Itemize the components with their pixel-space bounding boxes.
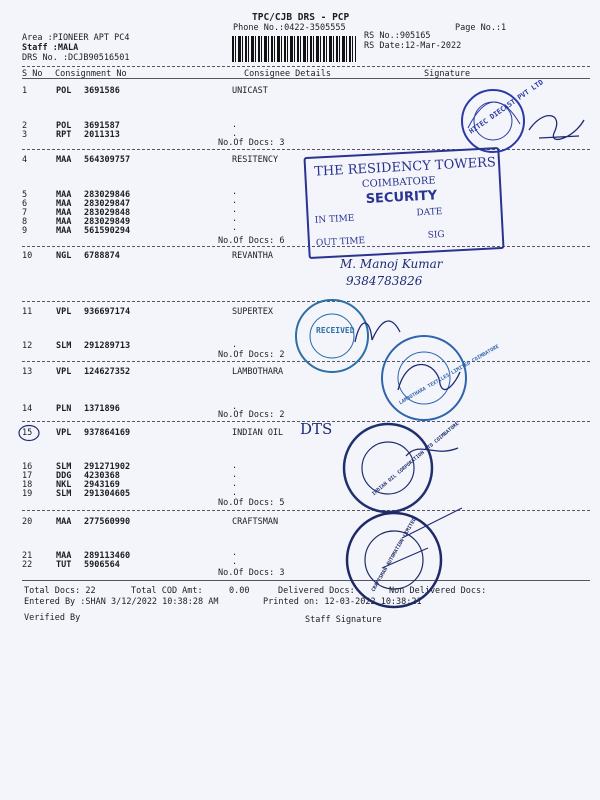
col-header-sno: S No (22, 69, 43, 79)
row-sno: 21 (22, 551, 33, 561)
row-prefix: MAA (56, 190, 72, 200)
table-row (22, 367, 130, 377)
consignee-name: LAMBOTHARA (232, 367, 284, 377)
stamp-city: COIMBATORE (361, 175, 436, 191)
handwritten-phone: 9384783826 (346, 274, 423, 288)
dot: . (232, 129, 238, 139)
row-15-circle (18, 424, 42, 444)
divider (22, 78, 590, 79)
row-prefix: MAA (56, 217, 72, 227)
consignee-name: REVANTHA (232, 251, 273, 261)
row-sno: 4 (22, 155, 28, 165)
total-cod-value: 0.00 (229, 586, 250, 596)
divider (22, 66, 590, 67)
row-prefix: DDG (56, 471, 72, 481)
row-prefix: VPL (56, 428, 72, 438)
row-consignment-number: 277560990 (84, 517, 131, 527)
table-row (22, 307, 130, 317)
row-consignment-number: 937864169 (84, 428, 131, 438)
row-sno: 10 (22, 251, 33, 261)
row-sno: 18 (22, 480, 33, 490)
row-prefix: NGL (56, 251, 72, 261)
doc-count: No.Of Docs: 6 (218, 236, 285, 246)
dot: . (232, 461, 238, 471)
row-prefix: MAA (56, 517, 72, 527)
lambothara-stamp (378, 332, 470, 424)
row-consignment-number: 124627352 (84, 367, 131, 377)
row-sno: 11 (22, 307, 33, 317)
dot: . (232, 205, 238, 215)
consignee-name: UNICAST (232, 86, 268, 96)
row-consignment-number: 283029849 (84, 217, 131, 227)
row-consignment-number: 2011313 (84, 130, 120, 140)
group-divider (22, 510, 590, 511)
table-row (22, 404, 120, 414)
row-sno: 16 (22, 462, 33, 472)
stamp-sig: SIG (427, 229, 445, 241)
row-consignment-number: 283029846 (84, 190, 131, 200)
stamp-out-time: OUT TIME (315, 236, 366, 249)
stamp-date: DATE (416, 207, 443, 219)
row-consignment-number: 291271902 (84, 462, 131, 472)
row-sno: 17 (22, 471, 33, 481)
lambothara-stamp-text: LAMBOTHARA TEXTILES LIMITED COIMBATORE (398, 343, 501, 407)
delivered-docs: Delivered Docs: (278, 586, 355, 596)
doc-count: No.Of Docs: 3 (218, 568, 285, 578)
row-consignment-number: 4230368 (84, 471, 120, 481)
doc-count: No.Of Docs: 2 (218, 350, 285, 360)
row-sno: 2 (22, 121, 28, 131)
row-consignment-number: 291304605 (84, 489, 131, 499)
craftsman-stamp-text: CRAFTSMAN AUTOMATION LIMITED (370, 516, 418, 594)
consignee-name: SUPERTEX (232, 307, 273, 317)
row-consignment-number: 6788874 (84, 251, 120, 261)
signature-scribble (524, 108, 594, 148)
row-sno: 13 (22, 367, 33, 377)
row-sno: 9 (22, 226, 28, 236)
handwritten-name: M. Manoj Kumar (340, 257, 443, 271)
dot: . (232, 479, 238, 489)
stamp-title: THE RESIDENCY TOWERS (313, 155, 497, 180)
barcode (232, 36, 356, 62)
dot: . (232, 340, 238, 350)
row-prefix: MAA (56, 208, 72, 218)
staff-signature: Staff Signature (305, 615, 382, 625)
table-row (22, 226, 130, 236)
document-title: TPC/CJB DRS - PCP (252, 12, 350, 23)
dot: . (232, 214, 238, 224)
total-cod-label: Total COD Amt: (131, 586, 203, 596)
row-consignment-number: 289113460 (84, 551, 131, 561)
table-row (22, 560, 120, 570)
rs-date: RS Date:12-Mar-2022 (364, 41, 462, 51)
row-prefix: RPT (56, 130, 72, 140)
received-stamp-text: RECEIVED (316, 326, 355, 335)
row-consignment-number: 3691587 (84, 121, 120, 131)
row-consignment-number: 564309757 (84, 155, 131, 165)
row-consignment-number: 283029848 (84, 208, 131, 218)
table-row (22, 517, 130, 527)
table-row (22, 86, 120, 96)
dot: . (232, 470, 238, 480)
divider (22, 580, 590, 581)
row-consignment-number: 5906564 (84, 560, 120, 570)
row-prefix: NKL (56, 480, 72, 490)
row-prefix: MAA (56, 226, 72, 236)
handwritten-dts: DTS (300, 420, 333, 438)
total-docs: Total Docs: 22 (24, 586, 96, 596)
residency-security-stamp (303, 147, 504, 259)
row-consignment-number: 3691586 (84, 86, 120, 96)
dot: . (232, 402, 238, 412)
rs-number: RS No.:905165 (364, 31, 431, 41)
row-consignment-number: 283029847 (84, 199, 131, 209)
row-prefix: VPL (56, 367, 72, 377)
col-header-signature: Signature (424, 69, 471, 79)
row-prefix: SLM (56, 489, 72, 499)
consignee-name: CRAFTSMAN (232, 517, 279, 527)
indian-oil-stamp-text: INDIAN OIL CORPORATION LTD COIMBATORE (371, 420, 461, 498)
group-divider (22, 246, 590, 247)
stamp-in-time: IN TIME (314, 213, 355, 226)
row-sno: 6 (22, 199, 28, 209)
dot: . (232, 548, 238, 558)
row-prefix: TUT (56, 560, 72, 570)
row-consignment-number: 1371896 (84, 404, 120, 414)
row-sno: 19 (22, 489, 33, 499)
printed-on: Printed on: 12-03-2022 10:38:21 (263, 597, 422, 607)
consignee-name: RESITENCY (232, 155, 279, 165)
phone-number: Phone No.:0422-3505555 (233, 23, 346, 33)
row-sno: 8 (22, 217, 28, 227)
drs-number: DRS No. :DCJB90516501 (22, 53, 130, 63)
dot: . (232, 187, 238, 197)
row-sno: 20 (22, 517, 33, 527)
col-header-consignment: Consignment No (55, 69, 127, 79)
row-sno: 15 (22, 428, 33, 438)
staff-label: Staff :MALA (22, 43, 79, 53)
row-prefix: PLN (56, 404, 72, 414)
table-row (22, 251, 120, 261)
entered-by: Entered By :SHAN 3/12/2022 10:38:28 AM (24, 597, 219, 607)
row-consignment-number: 561590294 (84, 226, 131, 236)
consignee-name: INDIAN OIL (232, 428, 284, 438)
row-sno: 1 (22, 86, 28, 96)
row-prefix: POL (56, 121, 72, 131)
doc-count: No.Of Docs: 3 (218, 138, 285, 148)
table-row (22, 155, 130, 165)
row-prefix: SLM (56, 341, 72, 351)
hitec-stamp-text: HITEC DIECAST PVT LTD (467, 78, 545, 136)
verified-by: Verified By (24, 613, 81, 623)
dot: . (232, 120, 238, 130)
table-row (22, 489, 130, 499)
area-label: Area :PIONEER APT PC4 (22, 33, 130, 43)
col-header-consignee: Consignee Details (244, 69, 331, 79)
row-sno: 14 (22, 404, 33, 414)
row-sno: 5 (22, 190, 28, 200)
indian-oil-stamp (338, 418, 438, 518)
stamp-security: SECURITY (365, 188, 438, 207)
table-row (22, 130, 120, 140)
row-prefix: MAA (56, 155, 72, 165)
row-prefix: VPL (56, 307, 72, 317)
dot: . (232, 223, 238, 233)
dot: . (232, 196, 238, 206)
row-prefix: SLM (56, 462, 72, 472)
table-row (22, 341, 130, 351)
dot: . (232, 557, 238, 567)
row-sno: 7 (22, 208, 28, 218)
row-sno: 12 (22, 341, 33, 351)
row-sno: 3 (22, 130, 28, 140)
non-delivered-docs: Non Delivered Docs: (389, 586, 487, 596)
doc-count: No.Of Docs: 2 (218, 410, 285, 420)
doc-count: No.Of Docs: 5 (218, 498, 285, 508)
page-number: Page No.:1 (455, 23, 507, 33)
row-sno: 22 (22, 560, 33, 570)
dot: . (232, 488, 238, 498)
row-consignment-number: 936697174 (84, 307, 131, 317)
row-consignment-number: 2943169 (84, 480, 120, 490)
row-consignment-number: 291289713 (84, 341, 131, 351)
row-prefix: MAA (56, 551, 72, 561)
row-prefix: POL (56, 86, 72, 96)
row-prefix: MAA (56, 199, 72, 209)
